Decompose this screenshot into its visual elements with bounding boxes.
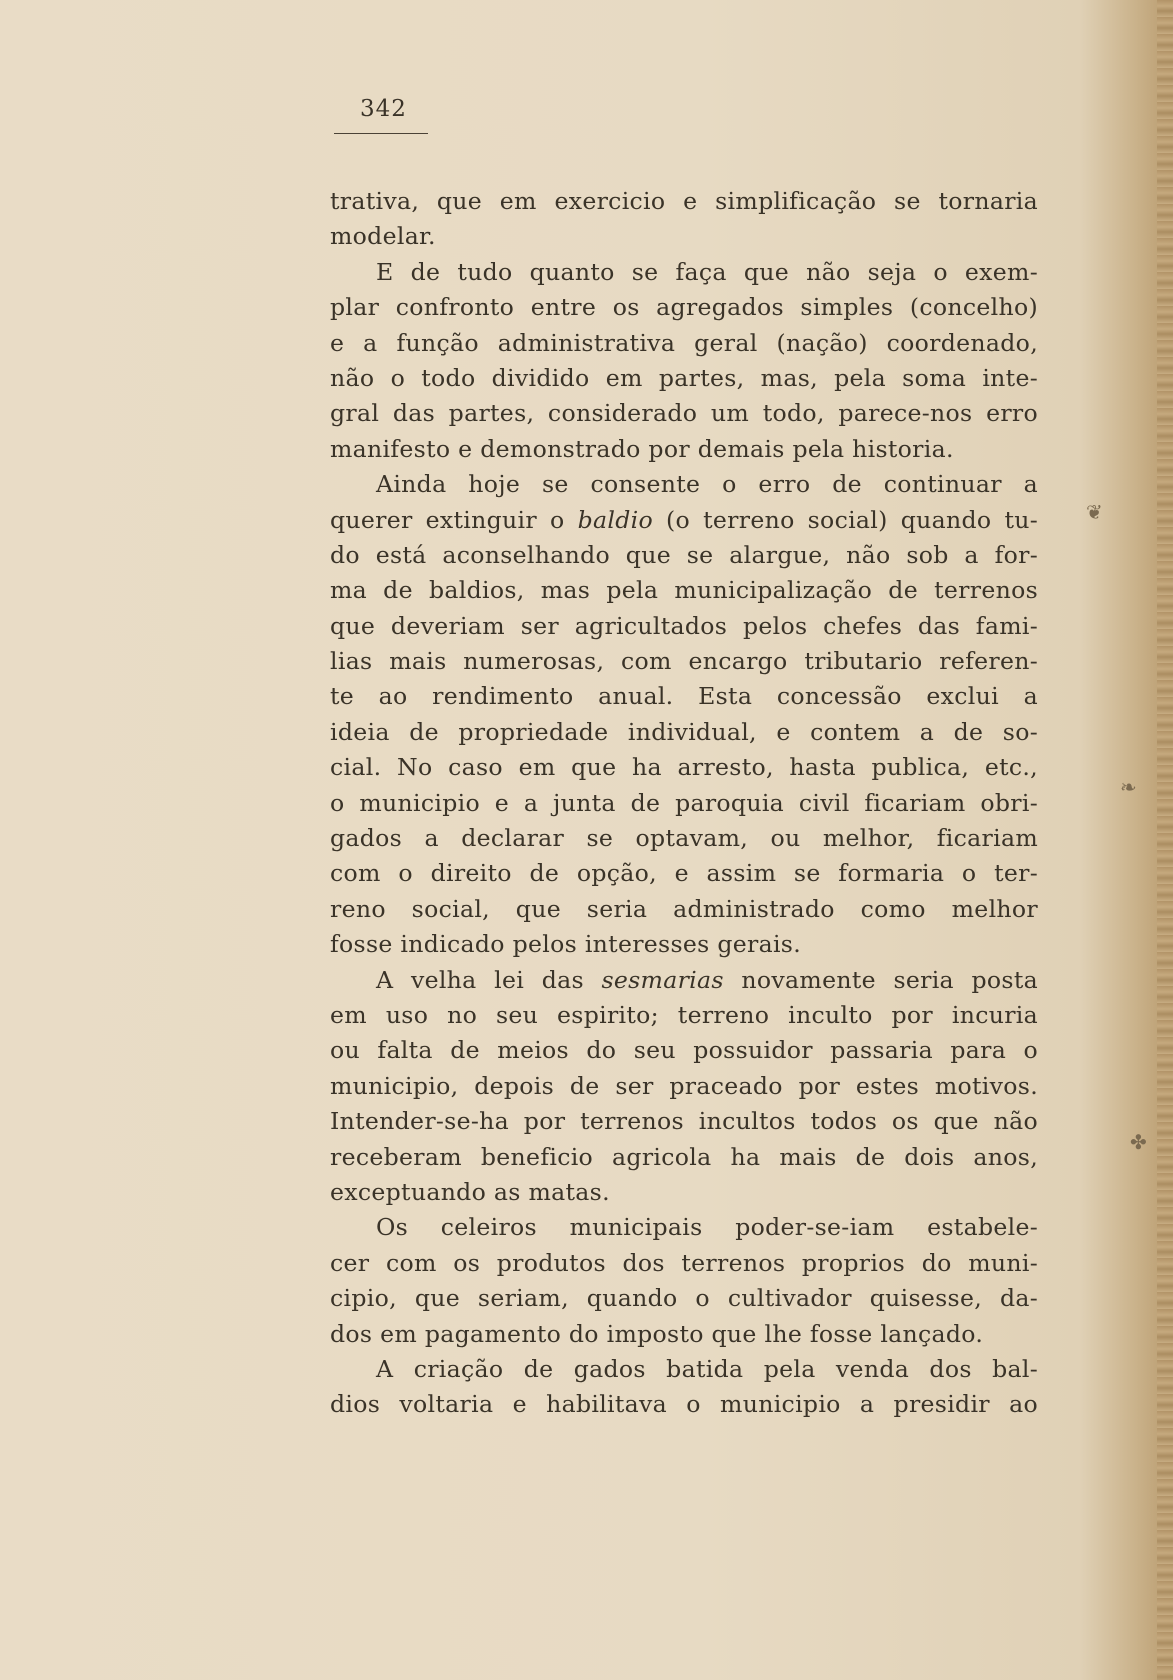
- text-run: querer extinguir o: [330, 505, 578, 534]
- ink-smudge-decoration: ✤: [1130, 1130, 1147, 1154]
- text-line: dos em pagamento do imposto que lhe fosse lançado.: [330, 1319, 984, 1348]
- text-line: exceptuando as matas.: [330, 1177, 610, 1206]
- header-rule: [334, 133, 428, 134]
- text-run: A velha lei das: [376, 965, 602, 994]
- text-line: ou falta de meios do seu possuidor passaria para o: [330, 1036, 1038, 1065]
- text-line: E de tudo quanto se faça que não seja o exem-: [376, 257, 1038, 286]
- text-line: trativa, que em exercicio e simplificação se tornaria: [330, 187, 1038, 215]
- text-line: Ainda hoje se consente o erro de continuar a: [376, 470, 1038, 499]
- text-line: ma de baldios, mas pela municipalização de terrenos: [330, 576, 1038, 605]
- text-line: o municipio e a junta de paroquia civil ficariam obri-: [330, 788, 1038, 817]
- text-line: te ao rendimento anual. Esta concessão exclui a: [330, 682, 1038, 711]
- italic-term: sesmarias: [601, 965, 724, 994]
- text-line: manifesto e demonstrado por demais pela historia.: [330, 434, 954, 463]
- text-line: fosse indicado pelos interesses gerais.: [330, 930, 801, 959]
- text-line: plar confronto entre os agregados simples (concelho): [330, 293, 1038, 322]
- text-line: gral das partes, considerado um todo, parece-nos erro: [330, 399, 1038, 428]
- page-number: 342: [360, 96, 407, 122]
- text-run: novamente seria posta: [723, 965, 1038, 994]
- text-line: municipio, depois de ser praceado por estes motivos.: [330, 1071, 1038, 1100]
- text-line: com o direito de opção, e assim se formaria o ter-: [330, 859, 1038, 888]
- text-line: do está aconselhando que se alargue, não sob a for-: [330, 540, 1038, 569]
- text-line: reno social, que seria administrado como melhor: [330, 894, 1038, 923]
- text-run: (o terreno social) quando tu-: [652, 505, 1038, 534]
- text-line: cial. No caso em que ha arresto, hasta publica, etc.,: [330, 753, 1038, 782]
- text-line: modelar.: [330, 222, 436, 251]
- text-line: em uso no seu espirito; terreno inculto por incuria: [330, 1000, 1038, 1029]
- body-text: [330, 184, 1038, 1423]
- text-line: A criação de gados batida pela venda dos bal-: [376, 1354, 1038, 1383]
- text-line: Os celeiros municipais poder-se-iam estabele-: [376, 1213, 1038, 1242]
- ink-smudge-decoration: ❧: [1120, 775, 1137, 799]
- text-line: e a função administrativa geral (nação) coordenado,: [330, 328, 1038, 357]
- text-line: não o todo dividido em partes, mas, pela soma inte-: [330, 363, 1038, 392]
- text-line: lias mais numerosas, com encargo tributario referen-: [330, 647, 1038, 676]
- page-edge-shadow: [1157, 0, 1173, 1680]
- text-line: gados a declarar se optavam, ou melhor, ficariam: [330, 824, 1038, 853]
- text-line: [330, 963, 1038, 998]
- ink-smudge-decoration: ❦: [1086, 500, 1103, 524]
- text-line: cer com os produtos dos terrenos proprios do muni-: [330, 1248, 1038, 1277]
- text-line: cipio, que seriam, quando o cultivador quisesse, da-: [330, 1284, 1038, 1313]
- text-line: receberam beneficio agricola ha mais de dois anos,: [330, 1142, 1038, 1171]
- text-line: Intender-se-ha por terrenos incultos todos os que não: [330, 1107, 1038, 1136]
- text-line: que deveriam ser agricultados pelos chefes das fami-: [330, 611, 1038, 640]
- text-line: dios voltaria e habilitava o municipio a presidir ao: [330, 1390, 1038, 1419]
- text-line: [330, 503, 1038, 538]
- italic-term: baldio: [577, 505, 653, 534]
- text-line: ideia de propriedade individual, e contem a de so-: [330, 717, 1038, 746]
